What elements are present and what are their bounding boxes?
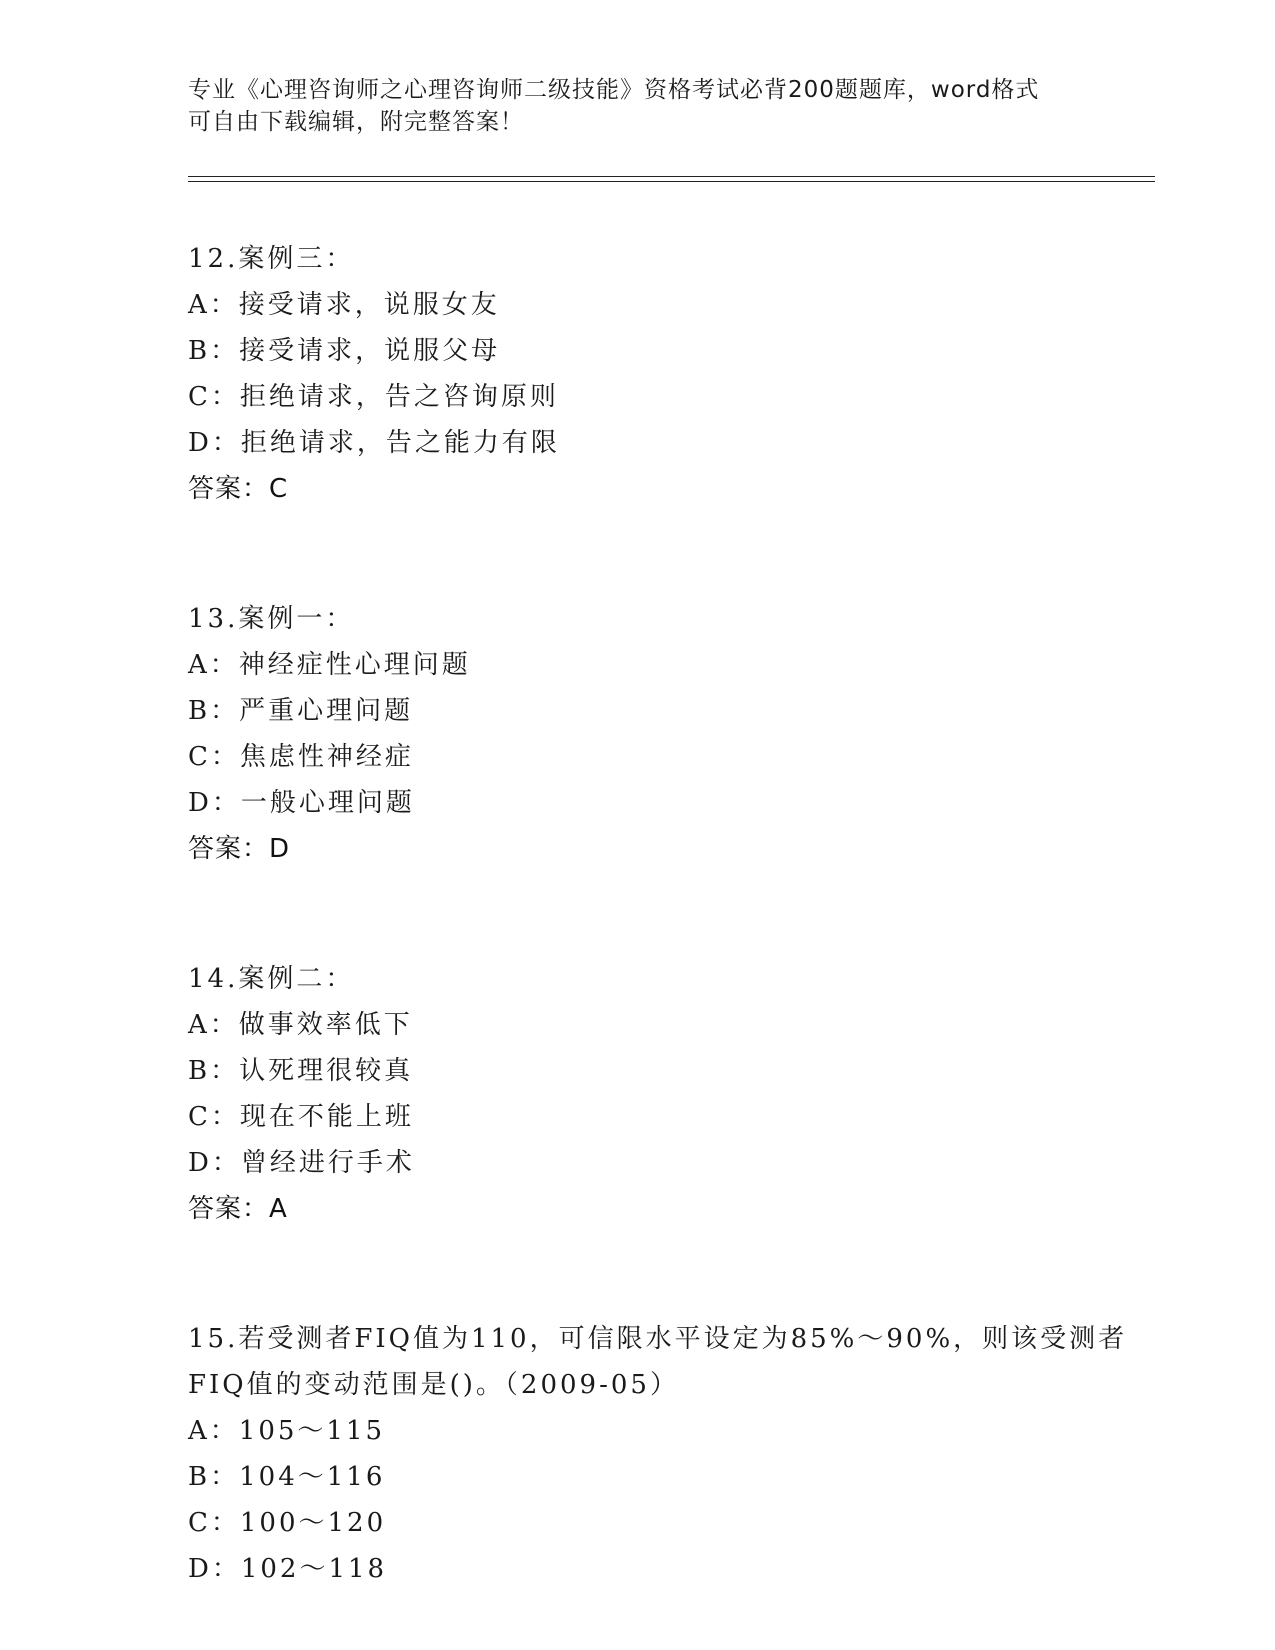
option-d: D：拒绝请求，告之能力有限 — [188, 428, 560, 458]
option-a: A：105～115 — [188, 1416, 386, 1446]
question-stem-continuation: FIQ值的变动范围是()。（2009-05） — [188, 1370, 679, 1400]
answer-line: 答案：C — [188, 474, 289, 504]
question-13 — [188, 596, 1148, 872]
option-b: B：认死理很较真 — [188, 1056, 414, 1086]
question-list — [188, 236, 1148, 1592]
option-b: B：严重心理问题 — [188, 696, 414, 726]
header-title-line-1: 专业《心理咨询师之心理咨询师二级技能》资格考试必背200题题库，word格式 — [188, 77, 1040, 103]
option-b: B：接受请求，说服父母 — [188, 336, 501, 366]
option-d: D：曾经进行手术 — [188, 1148, 415, 1178]
answer-line: 答案：A — [188, 1194, 288, 1224]
header-divider-bottom — [188, 181, 1155, 182]
option-b: B：104～116 — [188, 1462, 386, 1492]
option-a: A：接受请求，说服女友 — [188, 290, 500, 320]
question-stem: 13.案例一： — [188, 604, 355, 634]
option-c: C：现在不能上班 — [188, 1102, 414, 1132]
option-c: C：拒绝请求，告之咨询原则 — [188, 382, 559, 412]
question-15 — [188, 1316, 1148, 1592]
document-header — [188, 74, 1068, 138]
option-d: D：一般心理问题 — [188, 788, 415, 818]
question-stem: 12.案例三： — [188, 244, 355, 274]
question-stem: 14.案例二： — [188, 964, 355, 994]
option-d: D：102～118 — [188, 1554, 388, 1584]
header-title-line-2: 可自由下载编辑，附完整答案！ — [188, 109, 524, 135]
question-14 — [188, 956, 1148, 1232]
question-12 — [188, 236, 1148, 512]
question-stem: 15.若受测者FIQ值为110，可信限水平设定为85%～90%，则该受测者 — [188, 1324, 1128, 1354]
option-c: C：100～120 — [188, 1508, 387, 1538]
header-divider-top — [188, 176, 1155, 177]
question-spacer — [188, 1232, 1148, 1316]
question-spacer — [188, 872, 1148, 956]
option-a: A：做事效率低下 — [188, 1010, 413, 1040]
answer-line: 答案：D — [188, 834, 291, 864]
option-a: A：神经症性心理问题 — [188, 650, 471, 680]
option-c: C：焦虑性神经症 — [188, 742, 414, 772]
question-spacer — [188, 512, 1148, 596]
